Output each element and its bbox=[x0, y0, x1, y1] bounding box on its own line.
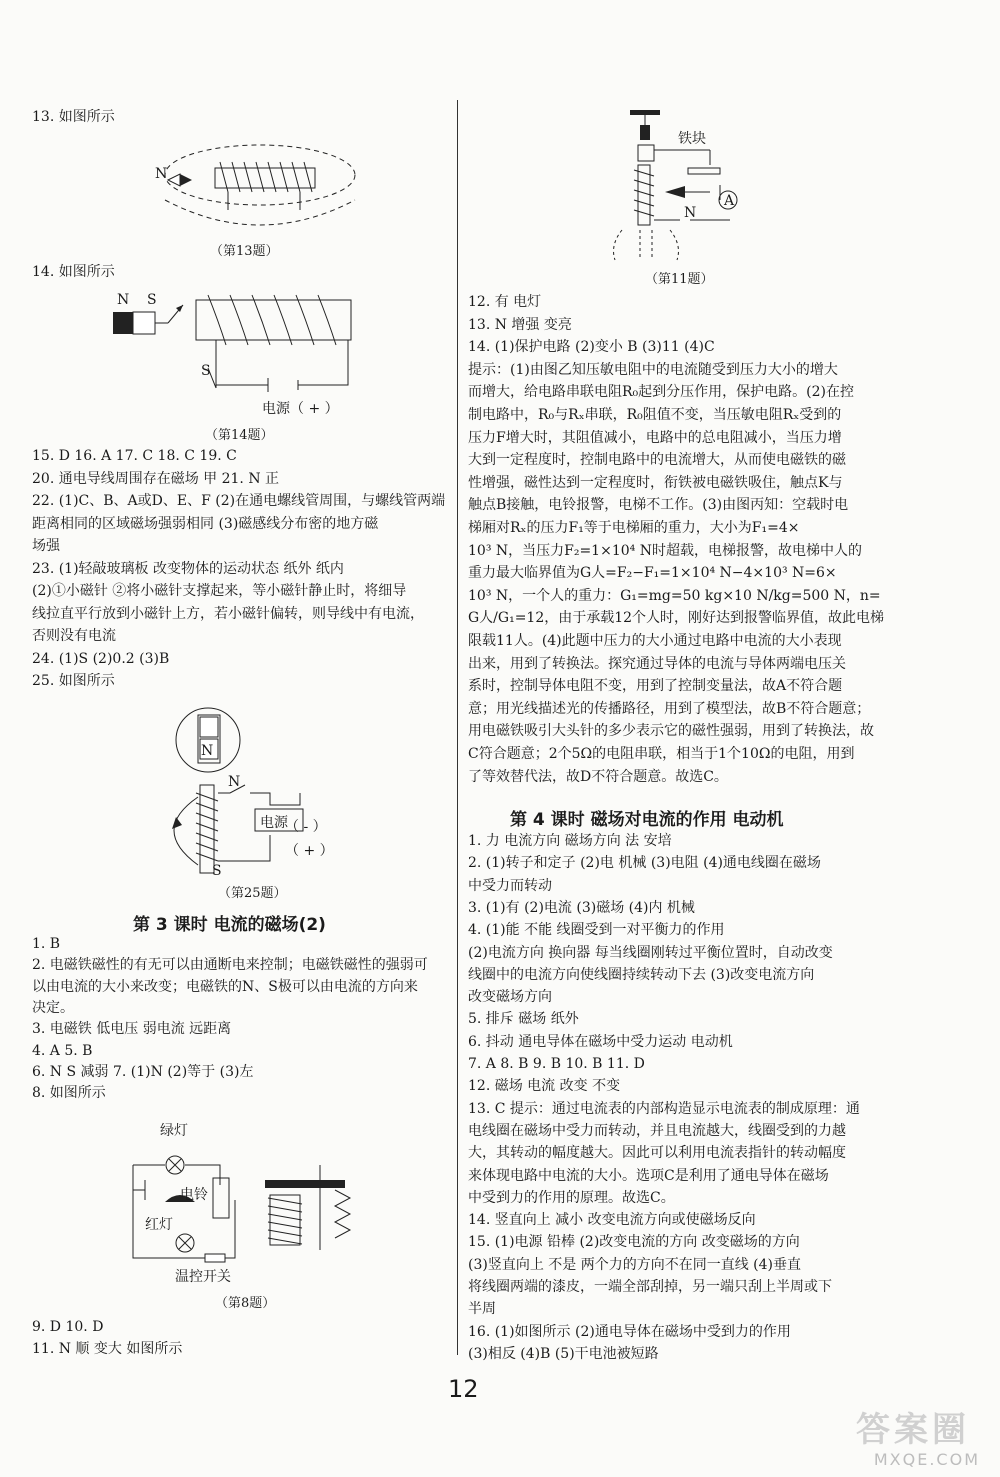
answer-line: (3)相反 (4)B (5)干电池被短路 bbox=[468, 1345, 659, 1362]
answer-line: 10³ N，一个人的重力：G₁=mg=50 kg×10 N/kg=500 N，n= bbox=[468, 587, 881, 604]
answer-line: 12. 磁场 电流 改变 不变 bbox=[468, 1078, 621, 1095]
answer-line: 10³ N，当压力F₂=1×10⁴ N时超载，电梯报警，故电梯中人的 bbox=[468, 542, 862, 559]
section4-title: 第 4 课时 磁场对电流的作用 电动机 bbox=[510, 810, 784, 830]
answer-line: 决定。 bbox=[32, 999, 74, 1016]
answer-line: 意；用光线描述光的传播路径，用到了模型法，故B不符合题意； bbox=[468, 700, 871, 717]
answer-line: 1. 力 电流方向 磁场方向 法 安培 bbox=[468, 833, 672, 849]
fig14-switch-label: S bbox=[201, 363, 211, 379]
answer-line: 22. (1)C、B、A或D、E、F (2)在通电螺线管周围，与螺线管两端 bbox=[32, 493, 446, 509]
fig14-power-label: 电源（ + ） bbox=[262, 401, 339, 417]
answer-line: 系时，控制导体电阻不变，用到了控制变量法，故A不符合题 bbox=[468, 678, 843, 695]
fig14-s-label: S bbox=[147, 292, 157, 308]
fig25-n-label: N bbox=[228, 774, 241, 790]
answer-line: 1. B bbox=[32, 936, 61, 952]
fig11-iron-label: 铁块 bbox=[678, 131, 706, 147]
answer-line: 提示：(1)由图乙知压敏电阻中的电流随受到压力大小的增大 bbox=[468, 361, 838, 378]
answer-line: 3. 电磁铁 低电压 弱电流 远距离 bbox=[32, 1021, 232, 1038]
answer-line: G人/G₁=12，由于承载12个人时，刚好达到报警临界值，故此电梯 bbox=[468, 610, 885, 627]
answer-line: 12. 有 电灯 bbox=[468, 294, 542, 310]
fig14-caption: （第14题） bbox=[205, 428, 274, 443]
answer-line: 4. A 5. B bbox=[32, 1042, 93, 1059]
answer-line: 用电磁铁吸引大头针的多少表示它的磁性强弱，用到了转换法，故 bbox=[468, 723, 874, 740]
answer-line: 场强 bbox=[32, 538, 60, 554]
fig8-red-label: 红灯 bbox=[145, 1217, 173, 1233]
answer-line: 6. 抖动 通电导体在磁场中受力运动 电动机 bbox=[468, 1033, 733, 1050]
answer-line: (3)竖直向上 不是 两个力的方向不在同一直线 (4)垂直 bbox=[468, 1256, 802, 1273]
answer-line: 而增大，给电路串联电阻R₀起到分压作用，保护电路。(2)在控 bbox=[468, 384, 854, 401]
fig11-n-label: N bbox=[684, 205, 697, 221]
answer-line: 4. (1)能 不能 线圈受到一对平衡力的作用 bbox=[468, 922, 725, 939]
page-number: 12 bbox=[448, 1375, 479, 1403]
answer-line: 3. (1)有 (2)电流 (3)磁场 (4)内 机械 bbox=[468, 899, 695, 916]
fig11-caption: （第11题） bbox=[645, 272, 714, 287]
answer-line: 2. 电磁铁磁性的有无可以由通断电来控制；电磁铁磁性的强弱可 bbox=[32, 957, 428, 974]
answer-line: 半周 bbox=[468, 1301, 496, 1318]
answer-line: 大，其转动的幅度越大。因此可以利用电流表指针的转动幅度 bbox=[468, 1145, 846, 1162]
answer-line: 20. 通电导线周围存在磁场 甲 21. N 正 bbox=[32, 470, 280, 487]
answer-line: 大到一定程度时，控制电路中的电流增大，从而使电磁铁的磁 bbox=[468, 452, 846, 469]
answer-line: 14. 竖直向上 减小 改变电流方向或使磁场反向 bbox=[468, 1212, 756, 1229]
answer-line: 6. N S 减弱 7. (1)N (2)等于 (3)左 bbox=[32, 1063, 254, 1080]
answer-line: 压力F增大时，其阻值减小，电路中的总电阻减小，当压力增 bbox=[468, 429, 842, 446]
answer-line: 15. D 16. A 17. C 18. C 19. C bbox=[32, 448, 237, 464]
answer-line: C符合题意；2个5Ω的电阻串联，相当于1个10Ω的电阻，用到 bbox=[468, 746, 855, 762]
answer-line: 25. 如图所示 bbox=[32, 673, 115, 689]
answer-line: 制电路中，R₀与Rₓ串联，R₀阻值不变，当压敏电阻Rₓ受到的 bbox=[468, 407, 842, 423]
fig8-switch-label: 温控开关 bbox=[175, 1269, 231, 1285]
fig8-green-label: 绿灯 bbox=[160, 1123, 188, 1139]
answer-line: 线圈中的电流方向使线圈持续转动下去 (3)改变电流方向 bbox=[468, 966, 815, 983]
section3-title: 第 3 课时 电流的磁场(2) bbox=[133, 915, 326, 935]
answer-line: 触点B接触，电铃报警，电梯不工作。(3)由图丙知：空载时电 bbox=[468, 497, 849, 514]
answer-line: 中受到力的作用的原理。故选C。 bbox=[468, 1189, 675, 1206]
answer-line: 梯厢对Rₓ的压力F₁等于电梯厢的重力，大小为F₁=4× bbox=[468, 520, 800, 536]
fig13-solenoid-diagram bbox=[150, 140, 330, 240]
answer-line: 11. N 顺 变大 如图所示 bbox=[32, 1341, 183, 1357]
answer-line: 了等效替代法，故D不符合题意。故选C。 bbox=[468, 768, 728, 785]
answer-line: (2)电流方向 换向器 每当线圈刚转过平衡位置时，自动改变 bbox=[468, 944, 833, 961]
fig11-a-label: A bbox=[724, 193, 735, 209]
answer-line: 距离相同的区域磁场强弱相同 (3)磁感线分布密的地方磁 bbox=[32, 515, 379, 532]
q14-label: 14. 如图所示 bbox=[32, 264, 115, 280]
fig25-plus-label: （ + ） bbox=[285, 843, 334, 859]
fig14-solenoid-circuit bbox=[108, 300, 358, 440]
fig13-caption: （第13题） bbox=[210, 244, 279, 259]
answer-line: 9. D 10. D bbox=[32, 1319, 104, 1335]
answer-line: 23. (1)轻敲玻璃板 改变物体的运动状态 纸外 纸内 bbox=[32, 560, 344, 577]
answer-line: (2)①小磁针 ②将小磁针支撑起来，等小磁针静止时，将细导 bbox=[32, 583, 407, 599]
answer-line: 13. N 增强 变亮 bbox=[468, 316, 572, 333]
q13-label: 13. 如图所示 bbox=[32, 109, 115, 125]
answer-line: 限载11人。(4)此题中压力的大小通过电路中电流的大小表现 bbox=[468, 633, 842, 649]
answer-line: 改变磁场方向 bbox=[468, 989, 552, 1006]
answer-line: 来体现电路中电流的大小。选项C是利用了通电导体在磁场 bbox=[468, 1167, 829, 1184]
fig8-relay-circuit bbox=[125, 1140, 365, 1275]
answer-line: 出来，用到了转换法。探究通过导体的电流与导体两端电压关 bbox=[468, 655, 846, 672]
answer-line: 线拉直平行放到小磁针上方，若小磁针偏转，则导线中有电流， bbox=[32, 605, 424, 622]
fig25-power-label: 电源 bbox=[260, 815, 288, 831]
answer-line: 将线圈两端的漆皮，一端全部刮掉，另一端只刮上半周或下 bbox=[468, 1279, 832, 1295]
answer-line: 13. C 提示：通过电流表的内部构造显示电流表的制成原理：通 bbox=[468, 1100, 860, 1117]
answer-line: 15. (1)电源 铅棒 (2)改变电流的方向 改变磁场的方向 bbox=[468, 1234, 800, 1251]
answer-line: 16. (1)如图所示 (2)通电导体在磁场中受到力的作用 bbox=[468, 1323, 791, 1340]
fig8-bell-label: 电铃 bbox=[180, 1187, 208, 1203]
watermark-url: MXQE.COM bbox=[873, 1450, 980, 1469]
answer-line: 以由电流的大小来改变；电磁铁的N、S极可以由电流的方向来 bbox=[32, 978, 418, 995]
answer-line: 8. 如图所示 bbox=[32, 1085, 106, 1102]
column-divider bbox=[457, 100, 458, 1355]
answer-line: 重力最大临界值为G人=F₂−F₁=1×10⁴ N−4×10³ N=6× bbox=[468, 565, 837, 582]
answer-line: 中受力而转动 bbox=[468, 877, 552, 894]
fig8-caption: （第8题） bbox=[215, 1296, 276, 1311]
fig25-caption: （第25题） bbox=[218, 886, 287, 901]
fig13-n-label: N bbox=[155, 166, 168, 182]
fig14-n-label: N bbox=[117, 292, 130, 308]
answer-line: 7. A 8. B 9. B 10. B 11. D bbox=[468, 1056, 645, 1072]
fig25-minus-label: （ - ） bbox=[285, 819, 327, 835]
answer-line: 14. (1)保护电路 (2)变小 B (3)11 (4)C bbox=[468, 339, 715, 356]
fig25-needle-n: N bbox=[201, 743, 214, 759]
answer-line: 否则没有电流 bbox=[32, 628, 116, 644]
answer-line: 电线圈在磁场中受力而转动，并且电流越大，线圈受到的力越 bbox=[468, 1122, 846, 1139]
answer-line: 2. (1)转子和定子 (2)电 机械 (3)电阻 (4)通电线圈在磁场 bbox=[468, 855, 821, 872]
fig25-s-label: S bbox=[212, 863, 222, 879]
answer-line: 24. (1)S (2)0.2 (3)B bbox=[32, 650, 170, 667]
watermark-logo: 答案圈 bbox=[856, 1410, 970, 1450]
answer-line: 性增强，磁性达到一定程度时，衔铁被电磁铁吸住，触点K与 bbox=[468, 474, 843, 491]
answer-line: 5. 排斥 磁场 纸外 bbox=[468, 1011, 579, 1028]
